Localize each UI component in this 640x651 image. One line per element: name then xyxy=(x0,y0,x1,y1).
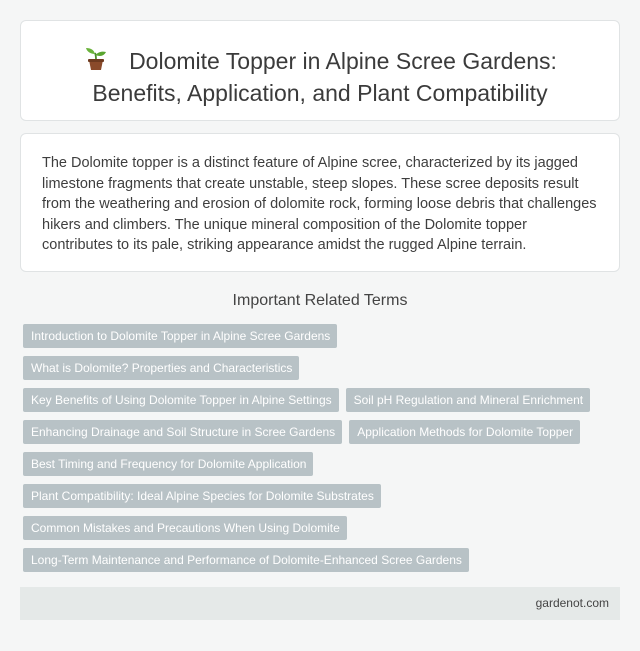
tag-row xyxy=(23,452,623,484)
related-term-tag[interactable]: Common Mistakes and Precautions When Using Dolomite xyxy=(23,516,347,540)
title-line-1: Dolomite Topper in Alpine Scree Gardens: xyxy=(129,48,557,74)
page-title xyxy=(21,45,619,109)
tag-row xyxy=(23,388,623,420)
tag-row xyxy=(23,516,623,548)
title-line-2: Benefits, Application, and Plant Compatibility xyxy=(92,80,548,106)
related-term-tag[interactable]: Key Benefits of Using Dolomite Topper in Alpine Settings xyxy=(23,388,339,412)
tag-row xyxy=(23,356,623,388)
seedling-icon xyxy=(83,46,109,72)
related-terms-heading: Important Related Terms xyxy=(232,292,408,309)
footer xyxy=(20,587,620,620)
footer-site-link[interactable]: gardenot.com xyxy=(535,596,609,610)
tag-row xyxy=(23,420,623,452)
related-term-tag[interactable]: Plant Compatibility: Ideal Alpine Species for Dolomite Substrates xyxy=(23,484,381,508)
title-card xyxy=(20,20,620,121)
related-term-tag[interactable]: Long-Term Maintenance and Performance of Dolomite-Enhanced Scree Gardens xyxy=(23,548,469,572)
tag-row xyxy=(23,548,623,580)
related-term-tag[interactable]: Enhancing Drainage and Soil Structure in Scree Gardens xyxy=(23,420,342,444)
related-term-tag[interactable]: Best Timing and Frequency for Dolomite Application xyxy=(23,452,313,476)
related-terms-list xyxy=(23,324,623,580)
related-term-tag[interactable]: Soil pH Regulation and Mineral Enrichment xyxy=(346,388,590,412)
description-text: The Dolomite topper is a distinct feature of Alpine scree, characterized by its jagged limestone fragments that create unstable, steep slopes. These scree deposits result from the weathering and erosion of dolomite rock, forming loose debris that challenges hikers and climbers. The unique mineral composition of the Dolomite topper contributes to its pale, striking appearance amidst the rugged Alpine terrain. xyxy=(42,155,597,253)
related-term-tag[interactable]: What is Dolomite? Properties and Characteristics xyxy=(23,356,299,380)
description-card xyxy=(20,133,620,272)
tag-row xyxy=(23,484,623,516)
related-term-tag[interactable]: Introduction to Dolomite Topper in Alpine Scree Gardens xyxy=(23,324,337,348)
related-term-tag[interactable]: Application Methods for Dolomite Topper xyxy=(349,420,580,444)
tag-row xyxy=(23,324,623,356)
